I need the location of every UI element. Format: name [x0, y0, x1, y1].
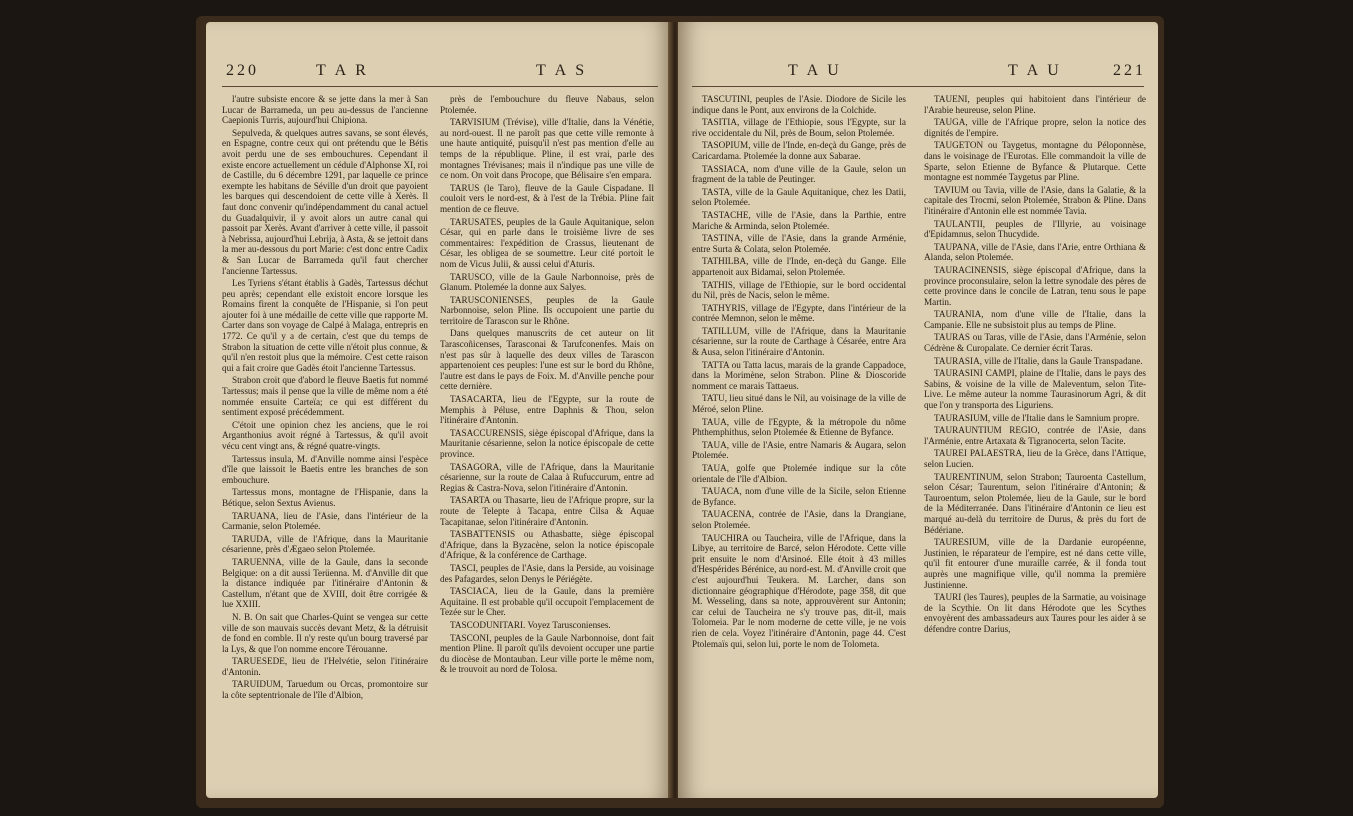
- dictionary-entry: TAUREI PALAESTRA, lieu de la Grèce, dans l'Attique, selon Lucien.: [924, 448, 1146, 469]
- left-page: [206, 22, 672, 798]
- dictionary-entry: TARVISIUM (Trévise), ville d'Italie, dans la Vénétie, au nord-ouest. Il ne paroît pas que cette ville remonte à une haute antiquité, puisqu'il n'est pas mention d'elle au temps de la république. Pline, il est vrai, parle des montagnes Trévisanes; mais il n'indique pas une ville de ce nom. On voit dans Procope, que Bélisaire s'en empara.: [440, 117, 654, 181]
- dictionary-entry: TAULANTII, peuples de l'Illyrie, au voisinage d'Epidamnus, selon Thucydide.: [924, 218, 1146, 240]
- left-page-column-1: [222, 94, 428, 794]
- dictionary-entry: TAURAS ou Taras, ville de l'Asie, dans l'Arménie, selon Cédrène & Curopalate. Ce dernier écrit Taras.: [924, 332, 1146, 354]
- dictionary-entry: Strabon croit que d'abord le fleuve Baetis fut nommé Tartessus; mais il pense que la ville de même nom a été nommée ensuite Carteïa; ce qui est différent du sentiment exposé précédemment.: [222, 375, 428, 418]
- dictionary-entry: C'étoit une opinion chez les anciens, que le roi Arganthonius avoit régné à Tartessus, & qu'il avoit vécu cent vingt ans, & régné quatre-vingts.: [222, 419, 428, 451]
- dictionary-entry: TAURANIA, nom d'une ville de l'Italie, dans la Campanie. Elle ne subsistoit plus au temps de Pline.: [924, 309, 1146, 330]
- left-page-column-2: [440, 94, 654, 794]
- dictionary-entry: TARUS (le Taro), fleuve de la Gaule Cispadane. Il couloit vers le nord-est, & à l'est de la Trébia. Pline fait mention de ce fleuve.: [440, 182, 654, 214]
- dictionary-entry: TASTA, ville de la Gaule Aquitanique, chez les Datii, selon Ptolemée.: [692, 186, 906, 208]
- dictionary-entry: TATHIS, village de l'Ethiopie, sur le bord occidental du Nil, près de Nacis, selon le même.: [692, 279, 906, 301]
- dictionary-entry: Tartessus mons, montagne de l'Hispanie, dans la Bétique, selon Sextus Avienus.: [222, 487, 428, 508]
- dictionary-entry: TAURAUNTIUM REGIO, contrée de l'Asie, dans l'Arménie, entre Artaxata & Tigranocerta, selon Tacite.: [924, 425, 1146, 446]
- dictionary-entry: TAURESIUM, ville de la Dardanie européenne, Justinien, le réparateur de l'empire, est né dans cette ville, qu'il fit entourer d'une muraille carrée, & il fonda tout auprès une magnifique ville, qu'il nomma la première Justinienne.: [924, 537, 1146, 590]
- dictionary-entry: TARUDA, ville de l'Afrique, dans la Mauritanie césarienne, près d'Ægaeo selon Ptolemée.: [222, 533, 428, 555]
- dictionary-entry: TATTA ou Tatta lacus, marais de la grande Cappadoce, dans la Morimène, selon Strabon. Pline & Dioscoride nomment ce marais Tattaeus.: [692, 359, 906, 391]
- dictionary-entry: TAURACINENSIS, siège épiscopal d'Afrique, dans la province proconsulaire, selon la lettre synodale des pères de cette province dans le concile de Latran, tenu sous le pape Martin.: [924, 264, 1146, 307]
- left-page-number: 220: [226, 62, 259, 79]
- dictionary-entry: TASOPIUM, ville de l'Inde, en-deçà du Gange, près de Caricardama. Ptolemée la donne aux Sabarae.: [692, 140, 906, 161]
- dictionary-entry: TARUESEDE, lieu de l'Helvétie, selon l'itinéraire d'Antonin.: [222, 656, 428, 677]
- dictionary-entry: TAURASINI CAMPI, plaine de l'Italie, dans le pays des Sabins, & voisine de la ville de Maleventum, selon Tite-Live. Le même auteur la nomme Taurasinorum Agri, & dit que l'on y transporta des Liguriens.: [924, 368, 1146, 411]
- dictionary-entry: TARUENNA, ville de la Gaule, dans la seconde Belgique: on a dit aussi Terüenna. M. d'Anville dit que la distance indiquée par l'itinéraire d'Antonin & Castellum, n'étant que de XVIII, doit être corrigée & lue XXIII.: [222, 556, 428, 610]
- dictionary-entry: TASACARTA, lieu de l'Egypte, sur la route de Memphis à Péluse, entre Daphnis & Thou, selon l'itinéraire d'Antonin.: [440, 394, 654, 426]
- dictionary-entry: TAUACENA, contrée de l'Asie, dans la Drangiane, selon Ptolemée.: [692, 509, 906, 530]
- dictionary-entry: TATHILBA, ville de l'Inde, en-deçà du Gange. Elle appartenoit aux Bidamai, selon Ptolemée.: [692, 256, 906, 277]
- dictionary-entry: TASTACHE, ville de l'Asie, dans la Parthie, entre Mariche & Arminda, selon Ptolemée.: [692, 209, 906, 231]
- dictionary-entry: TASBATTENSIS ou Athasbatte, siège épiscopal d'Afrique, dans la Byzacène, selon la notice épiscopale d'Afrique, & la conférence de Carthage.: [440, 529, 654, 561]
- right-page: [678, 22, 1158, 798]
- dictionary-entry: TAUGETON ou Taygetus, montagne du Péloponnèse, dans le voisinage de l'Eurotas. Elle commandoit la ville de Sparte, selon Etienne de Byfance & Plutarque. Cette montagne est nommée Taygetus par Pline.: [924, 140, 1146, 183]
- dictionary-entry: TARUSCONIENSES, peuples de la Gaule Narbonnoise, selon Pline. Ils occupoient une partie du territoire de Tarascon sur le Rhône.: [440, 294, 654, 326]
- dictionary-entry: TARUSATES, peuples de la Gaule Aquitanique, selon César, qui en parle dans le troisième livre de ses commentaires: l'expédition de Crassus, lieutenant de César, les obligea de se soumettre. Leur cité portoit le nom de Vicus Julii, & aussi celui d'Aturis.: [440, 216, 654, 269]
- dictionary-entry: TASTINA, ville de l'Asie, dans la grande Arménie, entre Surta & Colata, selon Ptolemée.: [692, 233, 906, 254]
- dictionary-entry: TAURENTINUM, selon Strabon; Tauroenta Castellum, selon César; Taurentum, selon l'itinéraire d'Antonin; & Tauroentum, selon Ptolemée, lieu de la Gaule, sur le bord de la Méditerranée. Dans l'itinéraire d'Antonin ce lieu est marqué au-delà du territoire de Durus, & près du fort de Bédériane.: [924, 471, 1146, 535]
- dictionary-entry: TASCODUNITARI. Voyez Tarusconienses.: [450, 619, 611, 630]
- dictionary-entry: TARUIDUM, Taruedum ou Orcas, promontoire sur la côte septentrionale de l'île d'Albion,: [222, 679, 428, 701]
- dictionary-entry: TATHYRIS, village de l'Egypte, dans l'intérieur de la contrée Memnon, selon le même.: [692, 302, 906, 324]
- dictionary-entry: Sepulveda, & quelques autres savans, se sont élevés, en Espagne, contre ceux qui ont prétendu que le Bétis avoit perdu une de ses embouchures. Cependant il existe encore actuellement un cédule d'Alphonse XI, roi de Castille, du 6 décembre 1291, par laquelle ce prince exempte les habitans de Séville d'un droit que payoient les barques qui descendoient de cette ville à Xerès. Il faut donc convenir qu'indépendamment du canal actuel du Guadalquivir, il y avoit alors un autre canal qui passoit par Xerès. Avant d'arriver à cette ville, il passoit à Nebrissa, aujourd'hui Lebrija, à Asta, & se jettoit dans la mer au-dessous du port Marie: c'est donc entre Cadix & San Lucar de Barrameda qu'il faut chercher l'ancienne Tartessus.: [222, 127, 428, 276]
- dictionary-entry: TAUA, golfe que Ptolemée indique sur la côte orientale de l'île d'Albion.: [692, 463, 906, 484]
- right-page-number: 221: [1113, 62, 1146, 79]
- dictionary-entry: TATU, lieu situé dans le Nil, au voisinage de la ville de Méroé, selon Pline.: [692, 393, 906, 415]
- right-header-rule: [692, 86, 1144, 87]
- dictionary-entry: TAUENI, peuples qui habitoient dans l'intérieur de l'Arabie heureuse, selon Pline.: [924, 94, 1146, 115]
- dictionary-entry: près de l'embouchure du fleuve Nabaus, selon Ptolemée.: [440, 94, 654, 115]
- dictionary-entry: TAURI (les Taures), peuples de la Sarmatie, au voisinage de la Scythie. On lit dans Hérodote que les Scythes envoyèrent des ambassadeurs aux Taures pour les aider à se défendre contre Darius,: [924, 592, 1146, 634]
- dictionary-entry: TAUCHIRA ou Taucheira, ville de l'Afrique, dans la Libye, au territoire de Barcé, selon Hérodote. Cette ville prit ensuite le nom d'Arsinoé. Elle étoit à 43 milles d'Hespérides Bérénice, au nord-est. M. d'Anville croit que c'est aujourd'hui Teukera. M. Larcher, dans son dictionnaire géographique d'Hérodote, page 358, dit que M. Wesseling, dans sa note, approuvèrent sur Antonin; car celui de Taucheira ne s'y trouve pas, dit-il, mais Tolomeia. Par le nom moderne de cette ville, je ne vois rien de cela. Voyez l'itinéraire d'Antonin, page 44. C'est Ptolemaïs qui, selon lui, porte le nom de Tolometa.: [692, 532, 906, 649]
- left-running-head-2: T A S: [536, 62, 588, 79]
- dictionary-entry: TAUGA, ville de l'Afrique propre, selon la notice des dignités de l'empire.: [924, 117, 1146, 138]
- dictionary-entry: N. B. On sait que Charles-Quint se vengea sur cette ville de son mauvais succès devant Metz, & la détruisit de fond en comble. Il n'y reste qu'un bourg traversé par la Lys, & que l'on nomme encore Térouanne.: [222, 611, 428, 654]
- dictionary-entry: TASARTA ou Thasarte, lieu de l'Afrique propre, sur la route de Telepte à Tacapa, entre Cilsa & Aquae Tacapitanae, selon l'itinéraire d'Antonin.: [440, 495, 654, 527]
- dictionary-entry: TATILLUM, ville de l'Afrique, dans la Mauritanie césarienne, sur la route de Carthage à Césarée, entre Ara & Ausa, selon l'itinéraire d'Antonin.: [692, 325, 906, 358]
- dictionary-entry: TAURASIUM, ville de l'Italie dans le Samnium propre.: [934, 412, 1140, 423]
- dictionary-entry: TASSIACA, nom d'une ville de la Gaule, selon un fragment de la table de Peutinger.: [692, 163, 906, 185]
- right-page-column-2: [924, 94, 1146, 794]
- dictionary-entry: TASCUTINI, peuples de l'Asie. Diodore de Sicile les indique dans le Pont, aux environs de la Colchide.: [692, 94, 906, 115]
- dictionary-entry: Dans quelques manuscrits de cet auteur on lit Tarascoñicenses, Tarasconai & Tarufconenfes. Mais on n'est pas sûr à laquelle des deux villes de Tarascon appartenoient ces peuples: l'une est sur le bord du Rhône, l'autre est dans le pays de Foix. M. d'Anville penche pour cette dernière.: [440, 328, 654, 392]
- dictionary-entry: TAUA, ville de l'Asie, entre Namaris & Augara, selon Ptolemée.: [692, 439, 906, 461]
- dictionary-entry: TASCIACA, lieu de la Gaule, dans la première Aquitaine. Il est probable qu'il occupoit l'emplacement de Tezée sur le Cher.: [440, 586, 654, 618]
- dictionary-entry: TAUPANA, ville de l'Asie, dans l'Arie, entre Orthiana & Alanda, selon Ptolemée.: [924, 241, 1146, 263]
- dictionary-entry: Les Tyriens s'étant établis à Gadès, Tartessus déchut peu après; cependant elle existoit encore lorsque les Romains firent la conquête de l'Hispanie, si l'on peut ajouter foi à une médaille de cette ville que rapporte M. Carter dans son voyage de Calpé à Malaga, entrepris en 1772. Ce qu'il y a de certain, c'est que du temps de Strabon la situation de cette ville n'étoit plus connue, & qu'il n'en restoit plus que la mémoire. C'est cette raison qui a fait croire que Gadès étoit l'ancienne Tartessus.: [222, 278, 428, 373]
- right-page-column-1: [692, 94, 906, 794]
- dictionary-entry: TAUACA, nom d'une ville de la Sicile, selon Etienne de Byfance.: [692, 486, 906, 507]
- left-running-head-1: T A R: [316, 62, 369, 79]
- dictionary-entry: TAVIUM ou Tavia, ville de l'Asie, dans la Galatie, & la capitale des Trocmi, selon Ptolemée, Strabon & Pline. Dans l'itinéraire d'Antonin elle est nommée Tavia.: [924, 184, 1146, 216]
- dictionary-entry: TARUSCO, ville de la Gaule Narbonnoise, près de Glanum. Ptolemée la donne aux Salyes.: [440, 271, 654, 293]
- dictionary-entry: TASAGORA, ville de l'Afrique, dans la Mauritanie césarienne, sur la route de Calaa à Rufuccurum, entre ad Regias & Castra-Nova, selon l'itinéraire d'Antonin.: [440, 461, 654, 493]
- dictionary-entry: TASCONI, peuples de la Gaule Narbonnoise, dont fait mention Pline. Il paroît qu'ils devoient occuper une partie du diocèse de Montauban. Leur ville porte le même nom, & le trouvoit au nord de Tolosa.: [440, 632, 654, 675]
- right-running-head-1: T A U: [788, 62, 842, 79]
- dictionary-entry: l'autre subsiste encore & se jette dans la mer à San Lucar de Barrameda, un peu au-dessus de l'ancienne Caepionis Turris, aujourd'hui Chipiona.: [222, 94, 428, 126]
- dictionary-entry: Tartessus insula, M. d'Anville nomme ainsi l'espèce d'île que laissoit le Baetis entre les branches de son embouchure.: [222, 453, 428, 485]
- dictionary-entry: TAUA, ville de l'Egypte, & la métropole du nôme Phthemphithus, selon Ptolemée & Etienne de Byfance.: [692, 416, 906, 438]
- dictionary-entry: TARUANA, lieu de l'Asie, dans l'intérieur de la Carmanie, selon Ptolemée.: [222, 510, 428, 532]
- dictionary-entry: TASACCURENSIS, siège épiscopal d'Afrique, dans la Mauritanie césarienne, selon la notice épiscopale de cette province.: [440, 427, 654, 459]
- left-header-rule: [222, 86, 658, 87]
- dictionary-entry: TASCI, peuples de l'Asie, dans la Perside, au voisinage des Pafagardes, selon Denys le Périégète.: [440, 562, 654, 584]
- dictionary-entry: TAURASIA, ville de l'Italie, dans la Gaule Transpadane.: [934, 355, 1143, 366]
- right-running-head-2: T A U: [1008, 62, 1062, 79]
- dictionary-entry: TASITIA, village de l'Ethiopie, sous l'Egypte, sur la rive occidentale du Nil, près de Boum, selon Ptolemée.: [692, 117, 906, 138]
